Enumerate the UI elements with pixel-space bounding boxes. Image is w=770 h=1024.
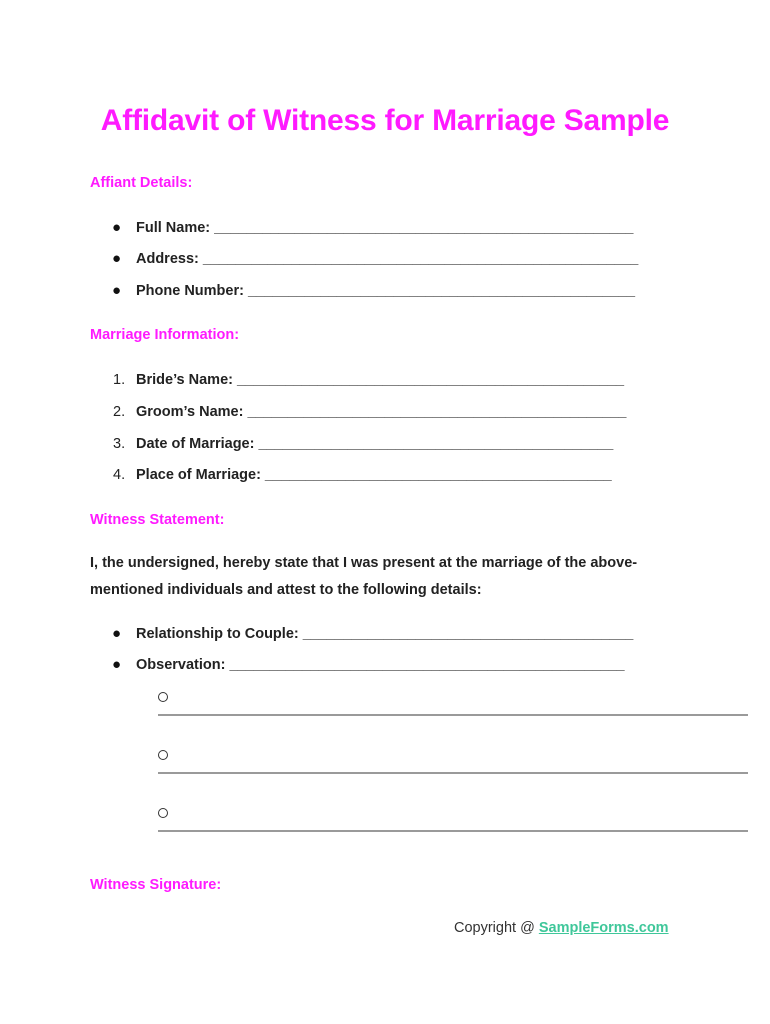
observation-line <box>158 714 748 716</box>
observation-line <box>158 830 748 832</box>
list-number: 4. <box>113 467 126 483</box>
copyright-footer <box>454 920 669 936</box>
address-field: Address: ______________________________________________________ <box>136 251 639 267</box>
bullet-icon: ● <box>112 282 122 299</box>
place-of-marriage-field: Place of Marriage: ___________________________________________ <box>136 467 612 483</box>
affiant-details-heading: Affiant Details: <box>90 175 193 191</box>
bullet-icon: ● <box>112 625 122 642</box>
list-number: 1. <box>113 372 126 388</box>
grooms-name-field: Groom’s Name: _______________________________________________ <box>136 404 627 420</box>
statement-line-2: mentioned individuals and attest to the following details: <box>90 582 482 598</box>
sub-bullet-icon <box>158 692 168 702</box>
witness-statement-heading: Witness Statement: <box>90 512 225 528</box>
bullet-icon: ● <box>112 219 122 236</box>
sub-bullet-icon <box>158 808 168 818</box>
brides-name-field: Bride’s Name: ________________________________________________ <box>136 372 625 388</box>
date-of-marriage-field: Date of Marriage: ____________________________________________ <box>136 436 614 452</box>
brand-link[interactable]: SampleForms.com <box>538 920 669 936</box>
marriage-information-heading: Marriage Information: <box>90 327 240 343</box>
full-name-field: Full Name: ____________________________________________________ <box>136 220 634 236</box>
document-title: Affidavit of Witness for Marriage Sample <box>100 104 670 137</box>
witness-signature-heading: Witness Signature: <box>90 877 222 893</box>
list-number: 3. <box>113 436 126 452</box>
observation-line <box>158 772 748 774</box>
list-number: 2. <box>113 404 126 420</box>
relationship-field: Relationship to Couple: _________________________________________ <box>136 626 634 642</box>
phone-number-field: Phone Number: ________________________________________________ <box>136 283 636 299</box>
bullet-icon: ● <box>112 250 122 267</box>
copyright-text: Copyright @ <box>454 920 539 936</box>
bullet-icon: ● <box>112 656 122 673</box>
observation-field: Observation: _________________________________________________ <box>136 657 625 673</box>
sub-bullet-icon <box>158 750 168 760</box>
statement-line-1: I, the undersigned, hereby state that I was present at the marriage of the above- <box>90 555 638 571</box>
